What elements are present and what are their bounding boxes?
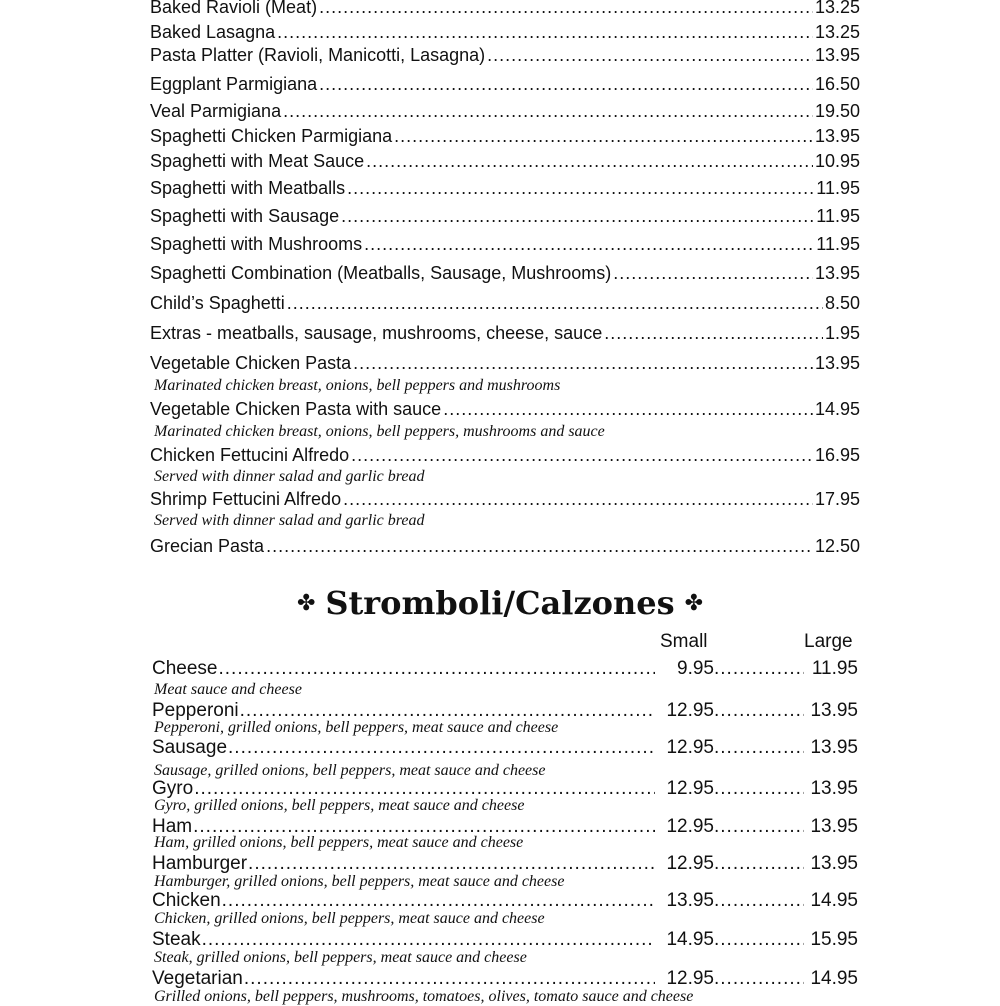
- price-small: 13.95: [666, 890, 714, 911]
- leader-dots: [714, 658, 804, 680]
- price-small: 12.95: [666, 968, 714, 989]
- item-price: 14.95: [814, 399, 860, 419]
- item-description: Meat sauce and cheese: [154, 681, 302, 698]
- item-description: Pepperoni, grilled onions, bell peppers, meat sauce and cheese: [154, 719, 559, 736]
- item-price: 16.95: [814, 445, 860, 465]
- item-name: Veal Parmigiana: [150, 101, 282, 121]
- leader-dots: [604, 322, 823, 344]
- price-large: 13.95: [810, 778, 858, 799]
- column-header-small: Small: [660, 631, 708, 652]
- item-name: Baked Lasagna: [150, 22, 276, 42]
- item-description: Ham, grilled onions, bell peppers, meat sauce and cheese: [154, 834, 524, 851]
- item-description: Served with dinner salad and garlic bread: [154, 468, 425, 485]
- item-price: 12.50: [814, 536, 860, 556]
- leader-dots: [266, 535, 813, 557]
- item-name: Extras - meatballs, sausage, mushrooms, cheese, sauce: [150, 323, 603, 343]
- item-price: 13.95: [814, 353, 860, 373]
- item-name: Spaghetti Combination (Meatballs, Sausage, Mushrooms): [150, 263, 612, 283]
- price-large: 15.95: [810, 929, 858, 950]
- menu-item: [150, 484, 860, 510]
- item-name: Baked Ravioli (Meat): [150, 0, 318, 17]
- item-name: Spaghetti with Mushrooms: [150, 234, 363, 254]
- item-price: 19.50: [814, 101, 860, 121]
- item-price: 1.95: [824, 323, 860, 343]
- item-name: Spaghetti with Sausage: [150, 206, 340, 226]
- menu-item: [150, 0, 860, 18]
- menu-item: [152, 888, 858, 912]
- item-name: Ham: [152, 816, 193, 837]
- item-description: Marinated chicken breast, onions, bell peppers, mushrooms and sauce: [154, 423, 605, 440]
- menu-item: [150, 146, 860, 172]
- leader-dots: [394, 125, 813, 147]
- menu-item: [152, 656, 858, 680]
- item-name: Pasta Platter (Ravioli, Manicotti, Lasagna): [150, 45, 486, 65]
- item-name: Spaghetti Chicken Parmigiana: [150, 126, 393, 146]
- item-name: Vegetable Chicken Pasta with sauce: [150, 399, 442, 419]
- item-name: Vegetarian: [152, 968, 243, 989]
- ornament-left-icon: ✤: [296, 590, 316, 616]
- leader-dots: [343, 488, 813, 510]
- item-name: Spaghetti with Meat Sauce: [150, 151, 365, 171]
- menu-item: [150, 318, 860, 344]
- item-name: Steak: [152, 929, 201, 950]
- menu-item: [150, 201, 860, 227]
- item-name: Child’s Spaghetti: [150, 293, 285, 313]
- menu-item: [150, 258, 860, 284]
- item-price: 13.95: [814, 126, 860, 146]
- price-small: 12.95: [666, 816, 714, 837]
- leader-dots: [219, 658, 656, 680]
- leader-dots: [714, 816, 804, 838]
- item-description: Sausage, grilled onions, bell peppers, meat sauce and cheese: [154, 762, 546, 779]
- leader-dots: [714, 853, 804, 875]
- leader-dots: [714, 778, 804, 800]
- item-price: 8.50: [824, 293, 860, 313]
- leader-dots: [248, 853, 655, 875]
- item-price: 17.95: [814, 489, 860, 509]
- item-price: 16.50: [814, 74, 860, 94]
- leader-dots: [366, 150, 813, 172]
- item-description: Served with dinner salad and garlic bread: [154, 512, 425, 529]
- price-small: 12.95: [666, 700, 714, 721]
- leader-dots: [714, 929, 804, 951]
- price-large: 13.95: [810, 816, 858, 837]
- leader-dots: [319, 73, 813, 95]
- menu-item: [150, 348, 860, 374]
- menu-item: [150, 229, 860, 255]
- leader-dots: [353, 352, 813, 374]
- item-price: 10.95: [814, 151, 860, 171]
- item-price: 11.95: [816, 178, 860, 198]
- price-large: 14.95: [810, 968, 858, 989]
- leader-dots: [244, 968, 655, 990]
- leader-dots: [222, 890, 655, 912]
- section-heading: [0, 578, 1000, 628]
- item-name: Sausage: [152, 737, 228, 758]
- price-large: 11.95: [811, 658, 858, 679]
- item-price: 13.95: [814, 263, 860, 283]
- item-name: Grecian Pasta: [150, 536, 265, 556]
- leader-dots: [714, 700, 804, 722]
- item-description: Gyro, grilled onions, bell peppers, meat sauce and cheese: [154, 797, 525, 814]
- price-small: 14.95: [666, 929, 714, 950]
- leader-dots: [714, 737, 804, 759]
- item-name: Cheese: [152, 658, 218, 679]
- leader-dots: [364, 233, 814, 255]
- item-name: Hamburger: [152, 853, 248, 874]
- price-large: 13.95: [810, 737, 858, 758]
- menu-item: [150, 173, 860, 199]
- item-price: 13.25: [814, 0, 860, 17]
- item-price: 11.95: [816, 234, 860, 254]
- item-name: Spaghetti with Meatballs: [150, 178, 346, 198]
- menu-item: [152, 851, 858, 875]
- price-large: 13.95: [810, 853, 858, 874]
- item-name: Chicken Fettucini Alfredo: [150, 445, 350, 465]
- price-large: 13.95: [810, 700, 858, 721]
- item-name: Vegetable Chicken Pasta: [150, 353, 352, 373]
- menu-item: [150, 440, 860, 466]
- leader-dots: [487, 44, 813, 66]
- leader-dots: [714, 968, 804, 990]
- price-small: 12.95: [666, 778, 714, 799]
- leader-dots: [319, 0, 813, 18]
- leader-dots: [287, 292, 823, 314]
- leader-dots: [341, 205, 814, 227]
- menu-item: [150, 96, 860, 122]
- menu-item: [150, 288, 860, 314]
- leader-dots: [228, 737, 655, 759]
- item-description: Steak, grilled onions, bell peppers, meat sauce and cheese: [154, 949, 527, 966]
- item-name: Chicken: [152, 890, 221, 911]
- item-price: 13.25: [814, 22, 860, 42]
- leader-dots: [202, 929, 655, 951]
- item-price: 11.95: [816, 206, 860, 226]
- item-description: Chicken, grilled onions, bell peppers, meat sauce and cheese: [154, 910, 545, 927]
- leader-dots: [347, 177, 814, 199]
- leader-dots: [283, 100, 813, 122]
- column-header-large: Large: [804, 631, 853, 652]
- item-name: Eggplant Parmigiana: [150, 74, 318, 94]
- item-name: Gyro: [152, 778, 194, 799]
- leader-dots: [714, 890, 804, 912]
- leader-dots: [613, 262, 813, 284]
- leader-dots: [351, 444, 813, 466]
- item-description: Grilled onions, bell peppers, mushrooms, tomatoes, olives, tomato sauce and cheese: [154, 988, 694, 1005]
- item-description: Marinated chicken breast, onions, bell peppers and mushrooms: [154, 377, 561, 394]
- menu-item: [150, 394, 860, 420]
- menu-item: [152, 966, 858, 990]
- section-title: Stromboli/Calzones: [325, 584, 675, 622]
- price-small: 9.95: [677, 658, 714, 679]
- item-description: Hamburger, grilled onions, bell peppers, meat sauce and cheese: [154, 873, 565, 890]
- price-small: 12.95: [666, 853, 714, 874]
- item-name: Pepperoni: [152, 700, 239, 721]
- menu-item: [150, 69, 860, 95]
- menu-item: [152, 927, 858, 951]
- ornament-right-icon: ✤: [684, 590, 704, 616]
- menu-item: [150, 531, 860, 557]
- price-small: 12.95: [666, 737, 714, 758]
- leader-dots: [443, 398, 813, 420]
- menu-item: [152, 735, 858, 759]
- menu-item: [150, 121, 860, 147]
- item-price: 13.95: [814, 45, 860, 65]
- item-name: Shrimp Fettucini Alfredo: [150, 489, 342, 509]
- menu-item: [150, 40, 860, 66]
- price-large: 14.95: [810, 890, 858, 911]
